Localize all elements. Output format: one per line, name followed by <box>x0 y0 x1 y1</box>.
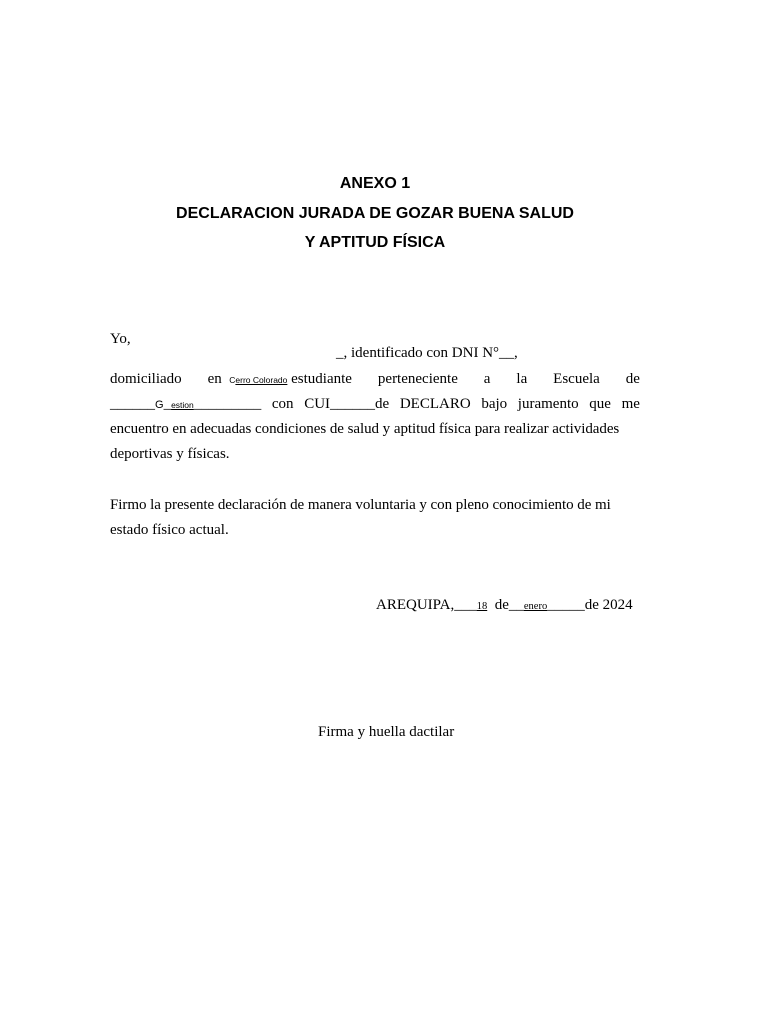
date-line <box>376 596 633 616</box>
word-de: de <box>625 371 640 387</box>
word-juramento: juramento <box>517 396 579 412</box>
school-blank-start: ______ <box>110 396 155 412</box>
place-initial: C <box>229 375 236 385</box>
word-bajo: bajo <box>481 396 508 412</box>
school-blank-end: _________ <box>193 396 262 412</box>
date-month: enero <box>523 601 548 612</box>
address-group <box>208 370 352 389</box>
school-filled: estion <box>171 400 194 410</box>
declaration-title: DECLARACION JURADA DE GOZAR BUENA SALUD <box>176 205 574 222</box>
annex-title: ANEXO 1 <box>339 175 411 192</box>
word-que: que <box>589 396 611 412</box>
signature-label: Firma y huella dactilar <box>318 724 455 740</box>
date-de: de__ <box>487 597 524 613</box>
declaration-subtitle: Y APTITUD FÍSICA <box>304 234 446 251</box>
school-field <box>110 395 261 414</box>
address-line <box>110 370 640 389</box>
word-en: en <box>207 371 222 387</box>
word-perteneciente: perteneciente <box>377 371 458 387</box>
health-statement-line: encuentro en adecuadas condiciones de salud y aptitud física para realizar actividades <box>110 421 620 437</box>
word-me: me <box>621 396 640 412</box>
school-underscore: _ <box>163 396 172 412</box>
date-day: 18 <box>476 601 488 612</box>
place-filled: erro Colorado <box>235 375 288 385</box>
word-la: la <box>516 371 528 387</box>
school-cui-line <box>110 395 640 414</box>
word-declaro: DECLARO <box>399 396 471 412</box>
word-estudiante: estudiante <box>291 371 352 387</box>
word-escuela: Escuela <box>553 371 600 387</box>
school-initial: G <box>155 399 164 411</box>
word-domiciliado: domiciliado <box>110 371 182 387</box>
voluntary-statement-end: estado físico actual. <box>110 522 229 538</box>
health-statement-end: deportivas y físicas. <box>110 446 230 462</box>
word-con: con <box>271 396 294 412</box>
identification-line: _, identificado con DNI N°__, <box>336 345 518 361</box>
salutation-yo: Yo, <box>110 331 131 347</box>
date-month-blank: _____ <box>547 597 585 613</box>
date-year: de 2024 <box>584 597 633 613</box>
voluntary-statement-line: Firmo la presente declaración de manera voluntaria y con pleno conocimiento de mi <box>110 497 611 513</box>
cui-field: CUI______de <box>304 396 390 412</box>
city-label: AREQUIPA,___ <box>376 597 477 613</box>
word-a: a <box>483 371 491 387</box>
